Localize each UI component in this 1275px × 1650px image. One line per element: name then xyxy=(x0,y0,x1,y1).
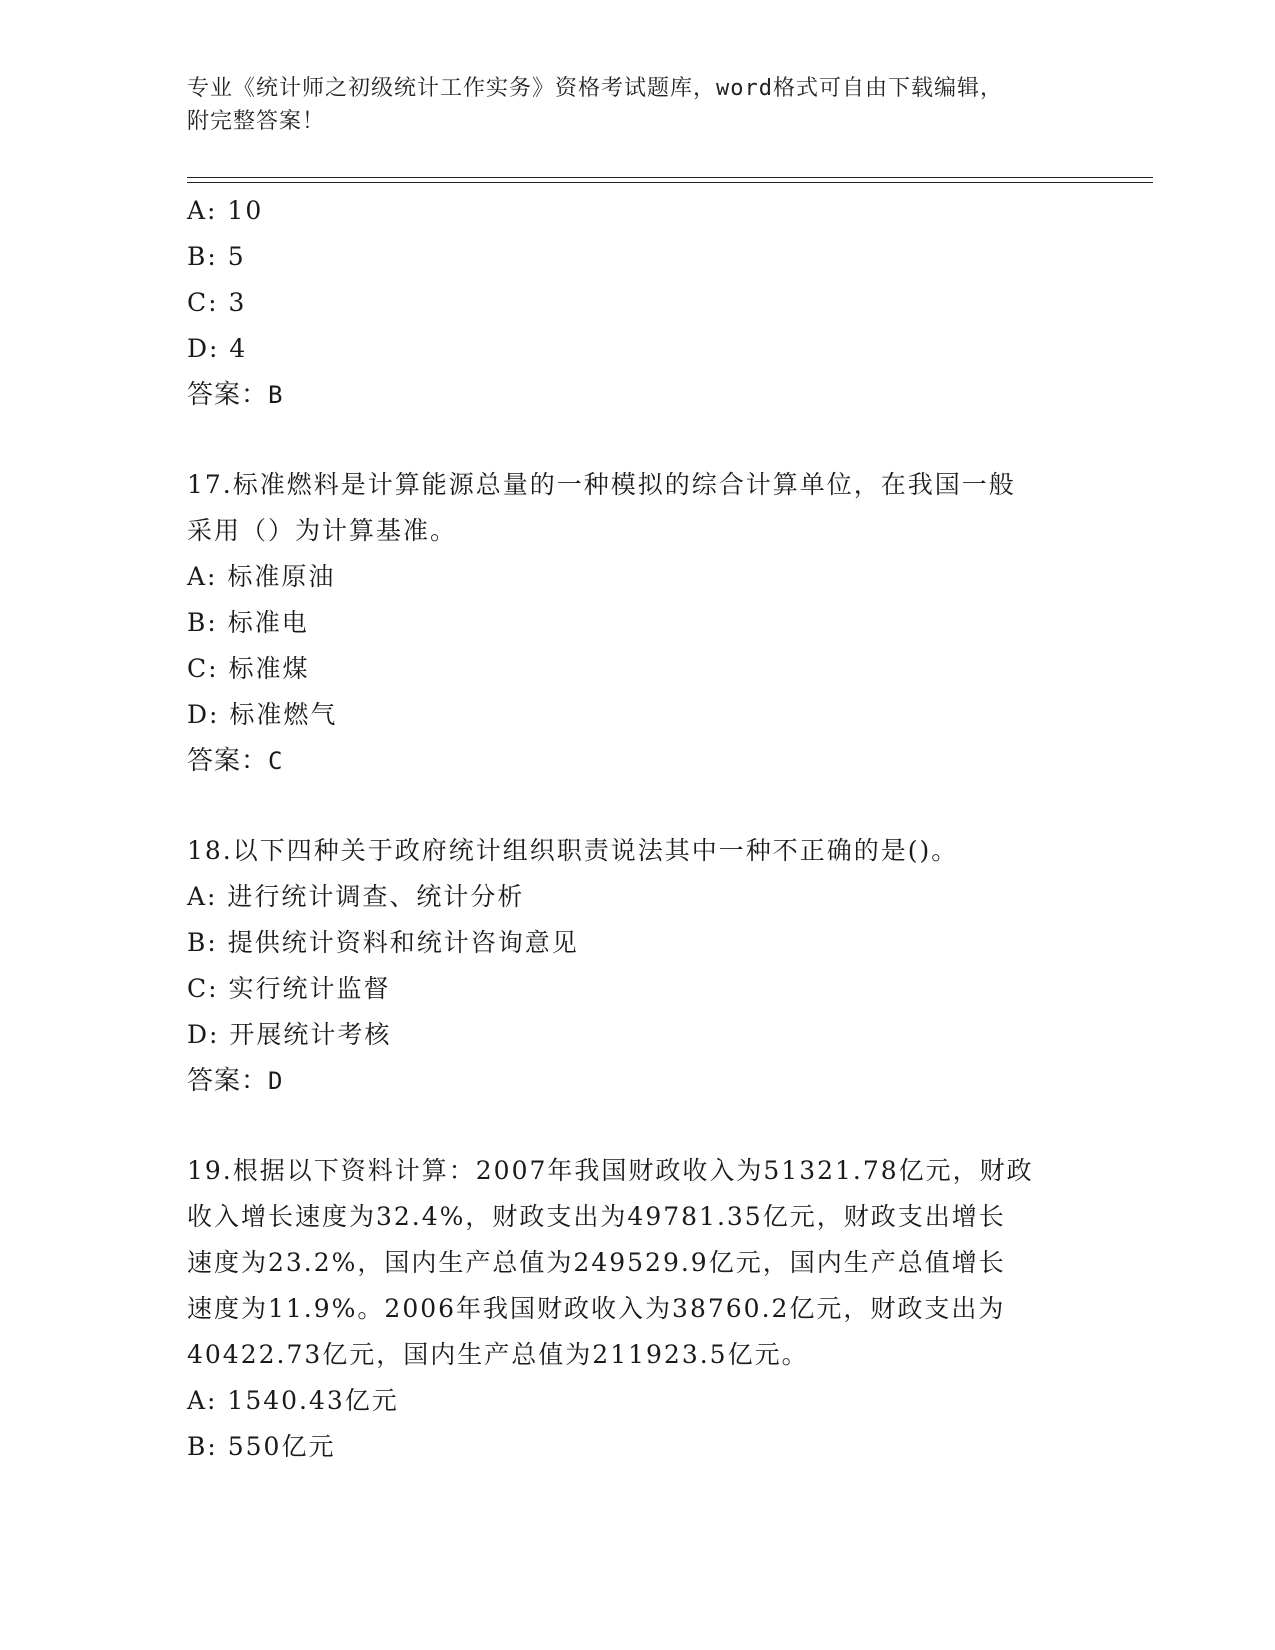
option-b: B: 提供统计资料和统计咨询意见 xyxy=(187,928,579,957)
answer-line xyxy=(187,372,1087,418)
option-c: C: 标准煤 xyxy=(187,654,310,683)
answer-line xyxy=(187,738,1087,784)
option-b: B: 标准电 xyxy=(187,608,309,637)
option-a: A: 进行统计调查、统计分析 xyxy=(187,882,525,911)
question-17 xyxy=(187,462,1087,784)
answer-label: 答案： xyxy=(187,380,269,410)
question-18 xyxy=(187,828,1087,1104)
question-text-line: 18.以下四种关于政府统计组织职责说法其中一种不正确的是()。 xyxy=(187,836,959,865)
option-d: D: 标准燃气 xyxy=(187,700,338,729)
option-b: B: 550亿元 xyxy=(187,1432,336,1461)
question-16 xyxy=(187,188,1087,418)
question-text-line: 40422.73亿元，国内生产总值为211923.5亿元。 xyxy=(187,1340,809,1369)
option-c: C: 3 xyxy=(187,288,247,317)
document-body xyxy=(187,188,1087,1470)
answer-value: C xyxy=(268,747,284,775)
option-c: C: 实行统计监督 xyxy=(187,974,391,1003)
question-text-line: 收入增长速度为32.4%，财政支出为49781.35亿元，财政支出增长 xyxy=(187,1202,1006,1231)
option-d: D: 开展统计考核 xyxy=(187,1020,392,1049)
answer-line xyxy=(187,1058,1087,1104)
answer-label: 答案： xyxy=(187,1066,269,1096)
question-text-line: 速度为23.2%，国内生产总值为249529.9亿元，国内生产总值增长 xyxy=(187,1248,1006,1277)
answer-value: B xyxy=(268,381,284,409)
option-a: A: 1540.43亿元 xyxy=(187,1386,399,1415)
page-header xyxy=(187,72,1107,138)
question-19 xyxy=(187,1148,1087,1470)
question-text-line: 17.标准燃料是计算能源总量的一种模拟的综合计算单位，在我国一般 xyxy=(187,470,1016,499)
header-divider xyxy=(187,177,1153,183)
header-line-2: 附完整答案！ xyxy=(187,109,326,134)
header-line-1: 专业《统计师之初级统计工作实务》资格考试题库，word格式可自由下载编辑， xyxy=(187,76,1003,101)
option-d: D: 4 xyxy=(187,334,248,363)
answer-label: 答案： xyxy=(187,746,269,776)
spacer xyxy=(187,418,1087,462)
spacer xyxy=(187,1104,1087,1148)
question-text-line: 采用（）为计算基准。 xyxy=(187,516,458,545)
question-text-line: 19.根据以下资料计算：2007年我国财政收入为51321.78亿元，财政 xyxy=(187,1156,1034,1185)
question-text-line: 速度为11.9%。2006年我国财政收入为38760.2亿元，财政支出为 xyxy=(187,1294,1006,1323)
option-a: A: 标准原油 xyxy=(187,562,336,591)
option-a: A: 10 xyxy=(187,196,264,225)
spacer xyxy=(187,784,1087,828)
answer-value: D xyxy=(268,1067,284,1095)
option-b: B: 5 xyxy=(187,242,246,271)
